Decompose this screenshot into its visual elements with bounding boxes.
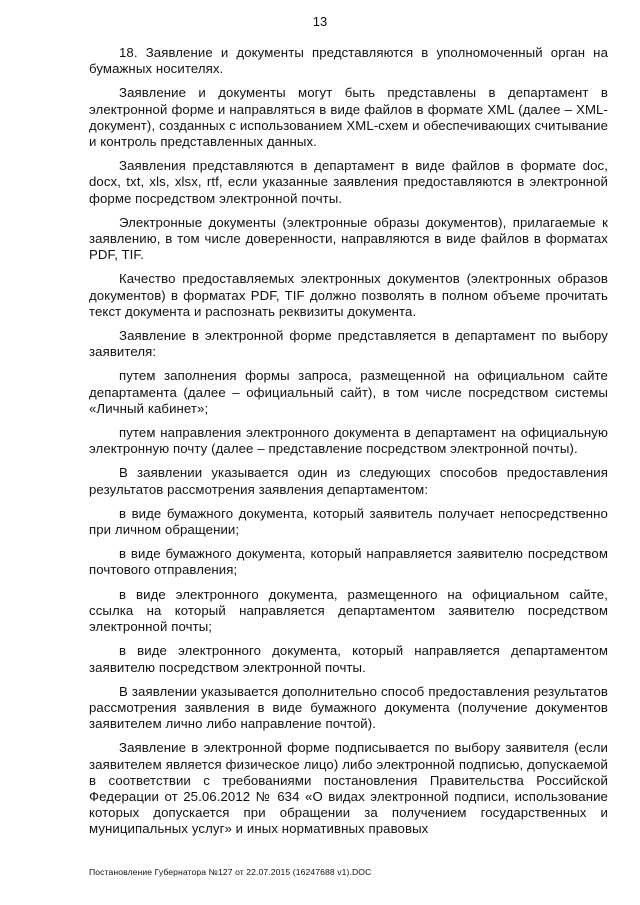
paragraph: Электронные документы (электронные образы документов), прилагаемые к заявлению, в том числе доверенности, направляются в виде файлов в форматах PDF, TIF. xyxy=(89,214,608,263)
paragraph: Заявление в электронной форме подписывается по выбору заявителя (если заявителем является физическое лицо) либо электронной подписью, допускаемой в соответствии с требованиями постановления Правительства Российской Федерации от 25.06.2012 № 634 «О видах электронной подписи, использование которых допускается при обращении за получением государственных и муниципальных услуг» и иных нормативных правовых xyxy=(89,740,608,837)
paragraph: путем направления электронного документа в департамент на официальную электронную почту (далее – представление посредством электронной почты). xyxy=(89,425,608,457)
document-body xyxy=(89,45,608,846)
paragraph: Заявление в электронной форме представляется в департамент по выбору заявителя: xyxy=(89,328,608,360)
paragraph: в виде электронного документа, который направляется департаментом заявителю посредством электронной почты. xyxy=(89,643,608,675)
page-number: 13 xyxy=(312,14,328,29)
paragraph: В заявлении указывается дополнительно способ предоставления результатов рассмотрения заявления в виде бумажного документа (получение документов заявителем лично либо направление почтой). xyxy=(89,683,608,732)
paragraph: в виде электронного документа, размещенного на официальном сайте, ссылка на который направляется департаментом заявителю посредством электронной почты; xyxy=(89,586,608,635)
paragraph: Заявления представляются в департамент в виде файлов в формате doc, docx, txt, xls, xlsx, rtf, если указанные заявления предоставляются в электронной форме посредством электронной почты. xyxy=(89,158,608,206)
paragraph: В заявлении указывается один из следующих способов предоставления результатов рассмотрения заявления департаментом: xyxy=(89,465,608,497)
document-footer: Постановление Губернатора №127 от 22.07.2015 (16247688 v1).DOC xyxy=(89,867,372,877)
paragraph: Качество предоставляемых электронных документов (электронных образов документов) в форматах PDF, TIF должно позволять в полном объеме прочитать текст документа и распознать реквизиты документа. xyxy=(89,271,608,319)
paragraph: Заявление и документы могут быть представлены в департамент в электронной форме и направляться в виде файлов в формате XML (далее – XML-документ), созданных с использованием XML-схем и обеспечивающих считывание и контроль представленных данных. xyxy=(89,85,608,150)
paragraph: в виде бумажного документа, который направляется заявителю посредством почтового отправления; xyxy=(89,546,608,578)
paragraph: путем заполнения формы запроса, размещенной на официальном сайте департамента (далее – официальный сайт), в том числе посредством системы «Личный кабинет»; xyxy=(89,368,608,416)
paragraph: 18. Заявление и документы представляются в уполномоченный орган на бумажных носителях. xyxy=(89,45,608,77)
paragraph: в виде бумажного документа, который заявитель получает непосредственно при личном обращении; xyxy=(89,505,608,538)
